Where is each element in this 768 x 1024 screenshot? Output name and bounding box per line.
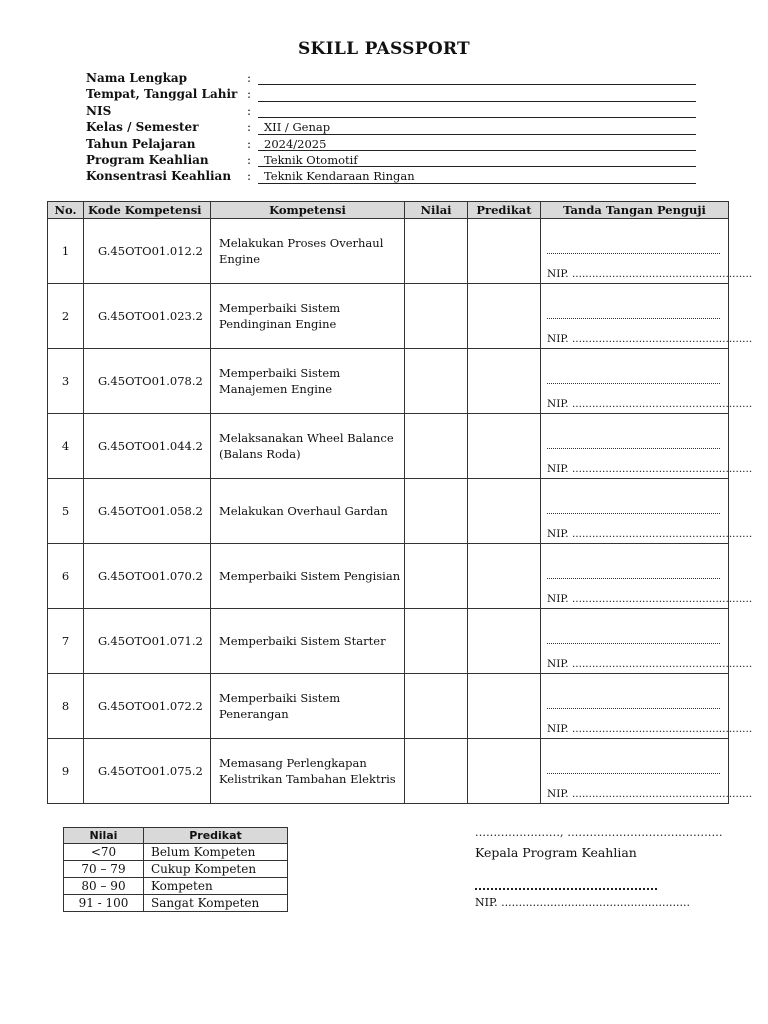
row-no: 4: [48, 414, 84, 479]
grade-legend-table: [63, 827, 288, 912]
row-kode: G.45OTO01.072.2: [84, 674, 211, 739]
row-no: 2: [48, 284, 84, 349]
sign-date-line[interactable]: ......................., ..........................................: [475, 826, 723, 839]
row-nilai[interactable]: [405, 479, 468, 544]
info-label: Kelas / Semester: [86, 120, 199, 135]
info-label: Program Keahlian: [86, 152, 209, 167]
legend-header-nilai: Nilai: [64, 828, 144, 844]
page-title: SKILL PASSPORT: [297, 39, 471, 59]
table-row: [48, 349, 729, 414]
row-signature[interactable]: [541, 674, 753, 739]
row-signature[interactable]: [541, 219, 753, 284]
header-ttd: Tanda Tangan Penguji: [541, 202, 729, 219]
legend-nilai: 91 - 100: [64, 895, 144, 912]
info-colon: :: [247, 120, 252, 135]
row-kode: G.45OTO01.070.2: [84, 544, 211, 609]
row-nip: NIP. ......................................................: [547, 463, 753, 475]
row-kode: G.45OTO01.023.2: [84, 284, 211, 349]
sign-nip: NIP. ......................................................: [475, 896, 690, 909]
row-predikat[interactable]: [468, 349, 541, 414]
info-row-tahun: [86, 136, 696, 152]
row-kode: G.45OTO01.012.2: [84, 219, 211, 284]
signature-line: [547, 642, 720, 644]
row-nilai[interactable]: [405, 739, 468, 804]
row-kompetensi: Melakukan Overhaul Gardan: [211, 479, 405, 544]
legend-predikat: Belum Kompeten: [144, 844, 288, 861]
row-predikat[interactable]: [468, 284, 541, 349]
row-no: 7: [48, 609, 84, 674]
row-nip: NIP. ......................................................: [547, 333, 753, 345]
legend-predikat: Kompeten: [144, 878, 288, 895]
row-kompetensi: Memasang Perlengkapan Kelistrikan Tambahan Elektris: [211, 739, 405, 804]
row-kode: G.45OTO01.075.2: [84, 739, 211, 804]
info-row-kelas: [86, 119, 696, 135]
tahun-field[interactable]: 2024/2025: [258, 136, 696, 151]
row-predikat[interactable]: [468, 479, 541, 544]
competency-table: [47, 201, 753, 804]
legend-predikat: Sangat Kompeten: [144, 895, 288, 912]
table-row: [48, 544, 729, 609]
signature-line: [547, 577, 720, 579]
signature-line: [547, 512, 720, 514]
row-kompetensi: Memperbaiki Sistem Starter: [211, 609, 405, 674]
row-nilai[interactable]: [405, 544, 468, 609]
header-no: No.: [48, 202, 84, 219]
row-kode: G.45OTO01.044.2: [84, 414, 211, 479]
info-colon: :: [247, 136, 252, 151]
row-kompetensi: Memperbaiki Sistem Pendinginan Engine: [211, 284, 405, 349]
info-colon: :: [247, 103, 252, 118]
info-row-nama: [86, 70, 696, 86]
konsentrasi-field[interactable]: Teknik Kendaraan Ringan: [258, 168, 696, 183]
legend-row: [64, 878, 288, 895]
table-row: [48, 414, 729, 479]
row-nip: NIP. ......................................................: [547, 723, 753, 735]
signature-line: [547, 382, 720, 384]
table-row: [48, 219, 729, 284]
row-nilai[interactable]: [405, 284, 468, 349]
row-kode: G.45OTO01.078.2: [84, 349, 211, 414]
row-nilai[interactable]: [405, 609, 468, 674]
info-row-nis: [86, 103, 696, 119]
row-kode: G.45OTO01.058.2: [84, 479, 211, 544]
row-signature[interactable]: [541, 479, 753, 544]
row-nip: NIP. ......................................................: [547, 268, 753, 280]
row-nilai[interactable]: [405, 349, 468, 414]
legend-row: [64, 844, 288, 861]
program-field[interactable]: Teknik Otomotif: [258, 152, 696, 167]
row-nilai[interactable]: [405, 674, 468, 739]
info-label: Konsentrasi Keahlian: [86, 169, 232, 184]
info-row-program: [86, 152, 696, 168]
signature-block: [475, 826, 723, 909]
sign-name-line[interactable]: [475, 884, 657, 890]
signature-line: [547, 707, 720, 709]
row-signature[interactable]: [541, 414, 753, 479]
legend-predikat: Cukup Kompeten: [144, 861, 288, 878]
row-predikat[interactable]: [468, 674, 541, 739]
header-kode: Kode Kompetensi: [84, 202, 211, 219]
sign-title: Kepala Program Keahlian: [475, 845, 637, 860]
legend-header-row: [64, 828, 288, 844]
header-kompetensi: Kompetensi: [211, 202, 405, 219]
row-signature[interactable]: [541, 349, 753, 414]
info-label: Tahun Pelajaran: [86, 136, 196, 151]
info-colon: :: [247, 71, 252, 85]
table-row: [48, 674, 729, 739]
table-row: [48, 284, 729, 349]
row-predikat[interactable]: [468, 544, 541, 609]
table-header-row: [48, 202, 729, 219]
info-colon: :: [247, 87, 252, 102]
info-label: Nama Lengkap: [86, 71, 188, 85]
legend-nilai: 80 – 90: [64, 878, 144, 895]
row-no: 6: [48, 544, 84, 609]
student-info: [86, 70, 696, 185]
info-colon: :: [247, 152, 252, 167]
legend-header-predikat: Predikat: [144, 828, 288, 844]
header-predikat: Predikat: [468, 202, 541, 219]
nama-field[interactable]: [258, 70, 696, 85]
row-signature[interactable]: [541, 544, 753, 609]
signature-line: [547, 772, 720, 774]
row-kompetensi: Melakukan Proses Overhaul Engine: [211, 219, 405, 284]
row-kode: G.45OTO01.071.2: [84, 609, 211, 674]
legend-row: [64, 895, 288, 912]
info-row-konsentrasi: [86, 168, 696, 184]
info-colon: :: [247, 169, 252, 184]
row-nip: NIP. ......................................................: [547, 528, 753, 540]
row-signature[interactable]: [541, 609, 753, 674]
table-row: [48, 479, 729, 544]
ttl-field[interactable]: [258, 86, 696, 101]
signature-line: [547, 252, 720, 254]
row-predikat[interactable]: [468, 609, 541, 674]
kelas-field[interactable]: XII / Genap: [258, 119, 696, 134]
row-no: 5: [48, 479, 84, 544]
table-row: [48, 739, 729, 804]
row-kompetensi: Melaksanakan Wheel Balance (Balans Roda): [211, 414, 405, 479]
row-nip: NIP. ......................................................: [547, 658, 753, 670]
row-kompetensi: Memperbaiki Sistem Manajemen Engine: [211, 349, 405, 414]
row-nip: NIP. ......................................................: [547, 788, 753, 800]
info-label: NIS: [86, 103, 112, 118]
row-nilai[interactable]: [405, 219, 468, 284]
row-no: 9: [48, 739, 84, 804]
row-signature[interactable]: [541, 739, 753, 804]
signature-line: [547, 447, 720, 449]
legend-row: [64, 861, 288, 878]
row-predikat[interactable]: [468, 739, 541, 804]
row-kompetensi: Memperbaiki Sistem Pengisian: [211, 544, 405, 609]
row-kompetensi: Memperbaiki Sistem Penerangan: [211, 674, 405, 739]
row-no: 1: [48, 219, 84, 284]
row-nip: NIP. ......................................................: [547, 593, 753, 605]
row-nilai[interactable]: [405, 414, 468, 479]
nis-field[interactable]: [258, 103, 696, 118]
header-nilai: Nilai: [405, 202, 468, 219]
row-no: 3: [48, 349, 84, 414]
row-no: 8: [48, 674, 84, 739]
row-nip: NIP. ......................................................: [547, 398, 753, 410]
row-predikat[interactable]: [468, 414, 541, 479]
legend-nilai: <70: [64, 844, 144, 861]
signature-line: [547, 317, 720, 319]
legend-nilai: 70 – 79: [64, 861, 144, 878]
row-predikat[interactable]: [468, 219, 541, 284]
info-row-ttl: [86, 86, 696, 102]
row-signature[interactable]: [541, 284, 753, 349]
info-label: Tempat, Tanggal Lahir: [86, 87, 238, 102]
table-row: [48, 609, 729, 674]
